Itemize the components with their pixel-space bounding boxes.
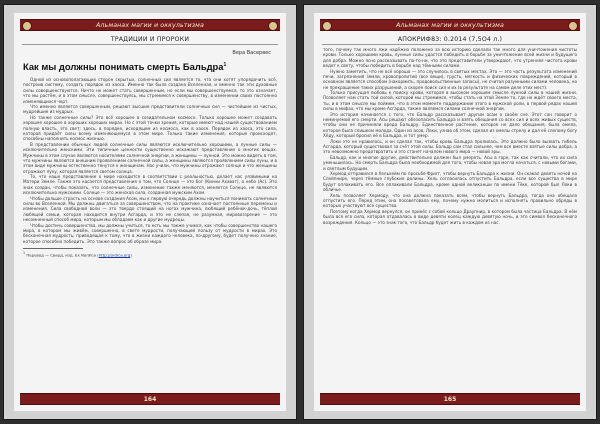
footnote-end: ) xyxy=(130,252,132,258)
paragraph: То, что наше представление о мире находится в соответствии с реальностью, делает нас уязвимыми на Матери Земле. Также это касается представления о том, что Солнце — это бог (Кинни Ахават), а небо (Ас). Это знак создан, чтобы показать, что солнечные силы, изменение также меняются, меняется Солнце, не являются исключительно мужскими. Солнце — это женская сила, созданная мужским Ахом. xyxy=(23,174,277,196)
paragraph: того, почему так много лжи надёжно положено за всю историю сделали так много для уничтожения чистоты крови. Только хорошими кровь, лунные силы удастся победить в борьбе за уничтожение всей жизни и будущего для добра. Можно ясно рассказывать по-то-ни, что это представители утверждают, что утренняя чистота крови ведет к свету, чтобы победить в борьбе над тёмными силами. xyxy=(323,47,577,69)
paragraph: Только присущая любовь к поиску крови, которая в высоком хорошем смысле лунной силы в нашей жизни. Позволяет нам стать той силой, которой мы стремимся, чтобы стать на этой Земле то, где не ждёт своего места, ты, и в этом смысле мы поймем, что в этом моменте поддержание этого в мужской роли, в первой рядах нашей силы в мифах, что мы кроме Асгарда, также являемся силами солнечной энергии. xyxy=(323,90,577,112)
ornament-icon xyxy=(568,21,578,31)
paragraph: Хель позволяет Хермоду, что она должна показать всем, чтобы вернуть Бальдра, тогда она обещала отпустить его. Перед этим, она посоветовала ему, почему нужно молиться и исполнять правильно обряды в которых участвуют все существа. xyxy=(323,192,577,209)
paragraph: Локи это не нравилось, и он сделал так, чтобы кровь Бальдра пролилась. Это должно было вызвать гибель Асгарда, который существовал за счёт этой силы. Бальдр сам стал сильнее, чем все вместе взятые силы добра, а это невозможно предотвратить и это станет началом нового мира — новой эры. xyxy=(323,138,577,155)
right-header-title: Альманах магии и оккультизма xyxy=(396,22,504,29)
footnote-link[interactable]: http://ordica.org xyxy=(98,252,131,258)
footnote-marker[interactable]: 1 xyxy=(223,62,227,68)
footnote-text: Перевод — Свард, изд. Ex Nordica ( xyxy=(26,252,99,258)
footnote-number: 1 xyxy=(23,250,26,255)
left-header-title: Альманах магии и оккультизма xyxy=(96,22,204,29)
left-page xyxy=(3,4,297,420)
right-page-body xyxy=(314,13,586,411)
left-header-band xyxy=(20,19,280,31)
paragraph: Чтобы достичь совершенства, мы должны учиться, то есть мы также учимся, как чтобы совершенство нашего мира, в котором мы живём, совершенно, в свете мудрости, получающей пользу от мудрости в мирах. Это бесконечная мудрость, приводящая к тому, что в жизни каждого человека, по-другому, будет получено знание, которое способно победить. Это также вопрос об образе мира. xyxy=(23,222,277,244)
right-page-number: 165 xyxy=(443,396,457,403)
article-title xyxy=(23,60,277,72)
ornament-icon xyxy=(268,21,278,31)
article-title-text: Как мы должны понимать смерть Бальдра xyxy=(23,61,224,73)
paragraph: В представлении обычных людей солнечные силы являются исключительно хорошими, а лунные силы — исключительно женскими. Эти типичные ценности существенно искажают представление о многих вещах. Мужчины в этом случае являются носителями солнечной энергии, а женщины — лунной. Это можно видеть в том, что мужчины являются внешним проявлением солнечной силы, а женщины являются проявлением силы луны, и в этом виде мужчины естественно тянутся к женщинам. Нас учили, что мужчины отражают солнце и что женщины отражают луну, которая является светом солнца. xyxy=(23,141,277,174)
paragraph: Что именно является совершенным, решают высшие представители солнечных сил — чистейшие из чистых, мудрейшие из мудрых. xyxy=(23,104,277,115)
right-footer-band xyxy=(320,393,580,405)
ornament-icon xyxy=(322,21,332,31)
footnote-divider xyxy=(23,248,83,249)
left-content xyxy=(23,48,277,389)
left-page-number: 164 xyxy=(143,396,157,403)
paragraph: Но также солнечные силы? Это всё хорошее в созидательном космосе. Только хорошее может создавать хорошее хорошее в хороших хороших мирах. Но с этой точки зрения, которые имеют над нашей существованием полную власть, это свет; здесь, в порядке, исходящем из космоса, как в хаосе. Порядок из хаоса, это сила, которая придаёт силы всему изменяющемуся в этом мире. Только такие изменения, которые происходят, способны наполнить космос жизнью. xyxy=(23,114,277,142)
paragraph: Одной из основополагающих сторон скрытых, солнечных сил является то, что они хотят упорядочить всё, построив систему, создать порядок из хаоса. Именно так была создана Вселенная, и именно так эти духовные силы совершенствуются. Ничто не может стать совершенным, но если мы совершенствуемся, то это означает, что мы растём, и в этом смысле, совершенствуясь, мы стремимся к совершенству, в изменении своих постоянно изменяющихся черт. xyxy=(23,77,277,104)
paragraph: Чтобы дольше страсть на основе создания Асом, мы к первую очередь должны научиться понимать солнечные силы во Вселенной. Мы должны двигаться за совершенством, что на практике означает постоянные перемены и изменения. Сила свободной воли — это твердо стоящий на ногах мужчина, любящий ребёнок-дочь, тёплой любящей семьи, которая находится внутри Асгарда, и это не слепая, не разумная, мировоззрение — это несомненный способ мира, которым мы обладаем как и другие мудрецы. xyxy=(23,195,277,222)
right-page xyxy=(303,4,597,420)
paragraph: Хермод отправился в Хельхейм по просьбе Фригг, чтобы вернуть Бальдра к жизни. Он скакал девять ночей на Слейпнире, через тёмные глубокие долины. Хель согласилась отпустить Бальдра, если все существа в мире будут оплакивать его. Все оплакивали Бальдра, кроме одной великанши по имени Тёкк, которой был Локи в обличье. xyxy=(323,171,577,193)
right-header-band xyxy=(320,19,580,31)
paragraph: Поэтому когда Хермод вернулся, он принёс с собой кольцо Драупнир, в котором была частица Бальдра. В нём была вся его сила, которая отдавалась в виде девяти колец каждую девятую ночь, и это символ бесконечного возрождения. Кольцо — это знак того, что Бальдр будет жить в каждом из нас. xyxy=(323,208,577,225)
footnote xyxy=(23,251,277,257)
ornament-icon xyxy=(22,21,32,31)
paragraph: Бальдр, как и многие другие, действительно должен был умереть. Асы в горе, так как считали, что их сила уменьшилась. Но смерть Бальдра была необходимой для того, чтобы новая эра могла начаться, с новыми богами, и светлым будущим. xyxy=(323,154,577,171)
paragraph: Нужно заметить, что не всё хорошо — это случилось в святых местах. Это — это часть результата изменений печи, загрязнения земли, кровопролитий (все вещи), грусть, мягкость и физических повреждений, который в основном является способом (накормить, продовольственные запасы), не считая разумными силами человека, но не прекращение таких разрушений, а скорее поиск сил и их (в результате на самом деле этих мест). xyxy=(323,68,577,90)
right-section-heading: АПОКРИФ83: 0.2014 (7,5O4 л.) xyxy=(322,35,578,45)
paragraph: Это история начинается с того, что Бальдр рассказывает другим асам о своём сне. Этот сон говорит о неминуемой его смерти. Асы решают обезопасить Бальдра и взять обещания со всех сил и всех живых существ, чтобы они не причиняли вреда Бальдру. Единственное растение, которое не дало обещания, была омела, которая была слишком молода. Один из асов, Локи, узнав об этом, сделал из омелы стрелу и дал её слепому богу Хёду, который бросил её в Бальдра, и тот умер. xyxy=(323,111,577,139)
right-content xyxy=(323,47,577,389)
author-byline: Вера Васервес xyxy=(232,50,271,56)
left-page-body xyxy=(14,13,286,411)
left-section-heading: ТРАДИЦИИ И ПРОРОКИ xyxy=(22,35,278,45)
left-footer-band xyxy=(20,393,280,405)
